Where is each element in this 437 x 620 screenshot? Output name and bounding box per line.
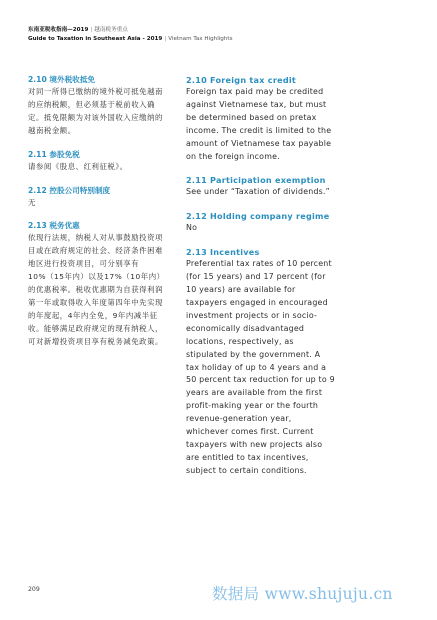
header-title-en: Guide to Taxation in Southeast Asia - 2019	[28, 36, 163, 42]
section-body: 依现行法规，纳税人对从事鼓励投资项目或在政府规定的社会、经济条件困难地区进行投资项目，可分别享有10%（15年内）以及17%（10年内）的优惠税率。税收优惠期为自获得利润第一年或取得收入年度第四年中先实现的年度起，4年内全免，9年内减半征收。能够满足政府规定的现有纳税人，可对新增投资项目享有税务减免政策。	[28, 233, 165, 346]
section-heading: 2.10 境外税收抵免	[28, 75, 95, 84]
section-body: 请参阅《股息、红利征税》。	[28, 161, 128, 171]
section-heading: 2.13 Incentives	[186, 247, 260, 258]
section-heading: 2.12 Holding company regime	[186, 211, 330, 222]
section-body: Foreign tax paid may be credited against Vietnamese tax, but must be determined based on pretax income. The credit is limited to the amount of Vietnamese tax payable on the foreign income.	[186, 87, 332, 161]
chinese-column	[28, 74, 168, 360]
section-foreign-tax-credit-zh	[28, 74, 168, 138]
section-participation-exemption-en	[186, 174, 336, 199]
section-body: No	[186, 223, 198, 233]
section-heading: 2.13 税务优惠	[28, 221, 80, 231]
header-separator: |	[164, 36, 167, 42]
watermark: 数据局 www.shujuju.cn	[212, 585, 393, 603]
section-incentives-zh	[28, 220, 168, 348]
header-line-en	[28, 35, 418, 44]
section-body: See under “Taxation of dividends.”	[186, 187, 330, 197]
header-title-zh: 东南亚税收指南	[28, 27, 68, 33]
section-heading: 2.11 Participation exemption	[186, 175, 326, 186]
header-line-zh: 东南亚税收指南—2019 | 越南税务重点	[28, 27, 128, 33]
section-participation-exemption-zh	[28, 149, 168, 174]
section-foreign-tax-credit-en	[186, 74, 336, 163]
section-heading: 2.10 Foreign tax credit	[186, 75, 297, 85]
header-subtitle-en: Vietnam Tax Highlights	[168, 36, 233, 42]
header-subtitle-zh: 越南税务重点	[94, 27, 128, 33]
page-number: 209	[28, 586, 40, 593]
running-header	[28, 26, 418, 44]
section-holding-company-en	[186, 210, 336, 235]
section-body: 对同一所得已缴纳的境外税可抵免越南的应纳税额，但必须基于税前收入确定。抵免限额为对该外国收入应缴纳的越南税金额。	[28, 87, 163, 135]
header-separator: |	[90, 27, 93, 33]
section-body: 无	[28, 197, 36, 207]
header-year-zh: 2019	[72, 27, 89, 33]
english-column	[186, 74, 336, 489]
section-holding-company-zh	[28, 185, 168, 210]
section-heading: 2.11 参股免税	[28, 149, 80, 159]
section-heading: 2.12 控股公司特别制度	[28, 185, 111, 195]
section-incentives-en	[186, 246, 336, 477]
section-body: Preferential tax rates of 10 percent (for 15 years) and 17 percent (for 10 years) are available for taxpayers engaged in encouraged investment projects or in socio-economically disadvantaged locations, respectively, as stipulated by the government. A tax holiday of up to 4 years and a 50 percent tax reduction for up to 9 years are available from the first profit-making year or the fourth revenue-generation year, whichever comes first. Current taxpayers with new projects also are entitled to tax incentives, subject to certain conditions.	[186, 259, 335, 475]
